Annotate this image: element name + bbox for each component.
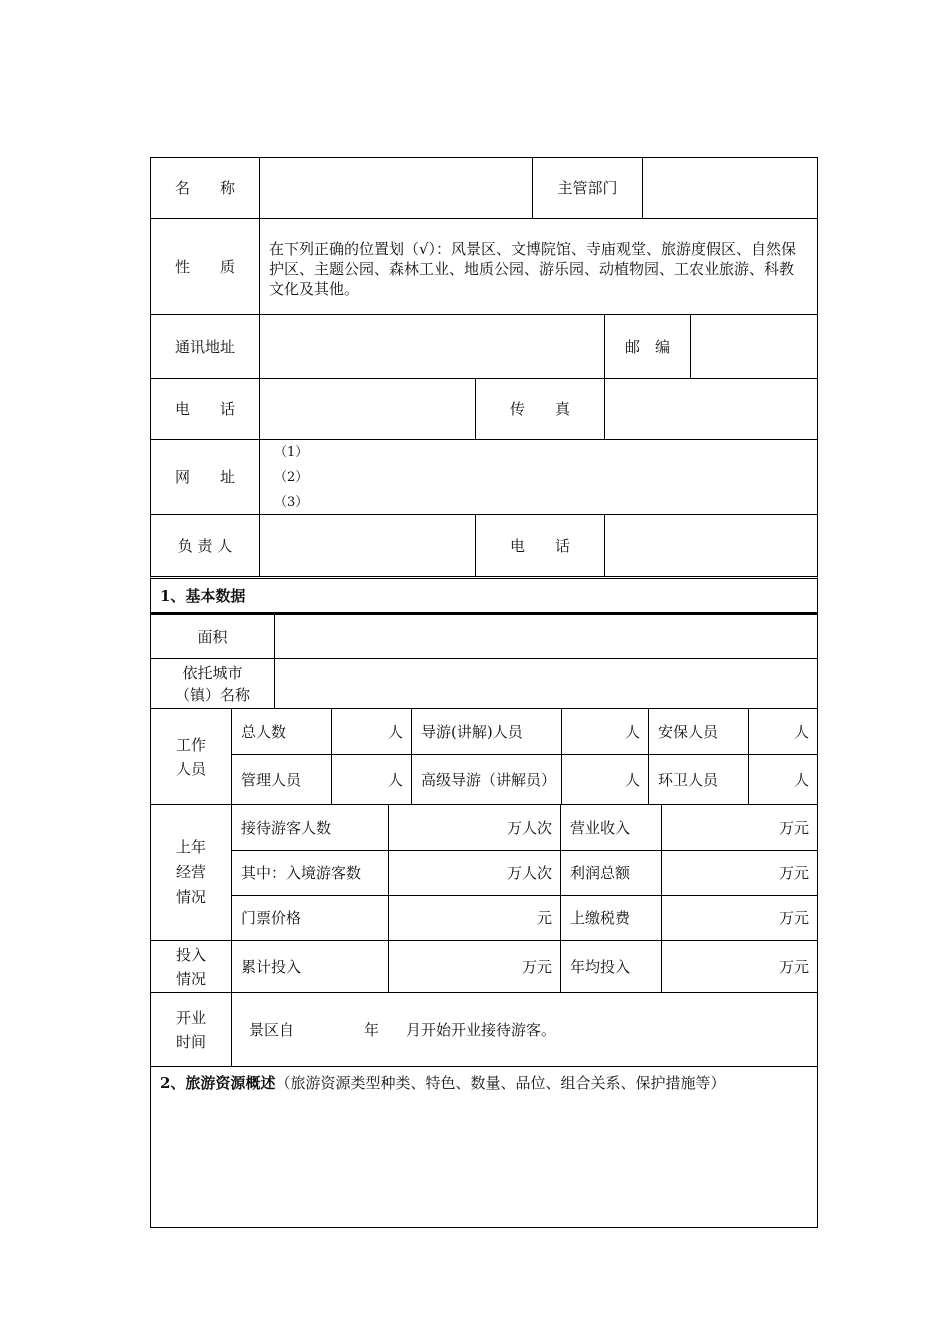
postcode-label: 邮 编 [604,314,690,378]
staff-total-label: 总人数 [231,708,331,754]
website-item-1: （1） [274,444,309,460]
staff-guide-label: 导游(讲解)人员 [411,708,561,754]
website-item-2: （2） [274,469,309,485]
city-label-line-1: 依托城市 [182,663,243,682]
operations-block [150,804,818,940]
fax-label: 传 真 [475,378,604,439]
ops-ticket-field[interactable]: 元 [388,895,560,940]
address-field[interactable] [259,314,604,378]
invest-total-field[interactable]: 万元 [388,940,560,992]
ops-profit-field[interactable]: 万元 [661,850,818,895]
address-label: 通讯地址 [150,314,259,378]
investment-label-line-1: 投入 [175,945,206,964]
name-field[interactable] [259,157,532,218]
section-2-field[interactable] [151,1101,817,1227]
city-label-line-2: （镇）名称 [174,685,250,704]
manager-phone-label: 电 话 [475,514,604,576]
city-label [150,658,274,708]
section-2 [150,1066,818,1228]
nature-label: 性 质 [150,218,259,314]
investment-label [150,940,231,992]
staff-label [150,708,231,804]
staff-label-line-1: 工作 [175,735,206,754]
manager-phone-field[interactable] [604,514,818,576]
staff-mgmt-label: 管理人员 [231,754,331,804]
postcode-field[interactable] [690,314,818,378]
operations-label-line-1: 上年 [175,838,206,856]
staff-label-line-2: 人员 [175,759,206,778]
website-item-3: （3） [274,494,309,510]
ops-inbound-label: 其中：入境游客数 [231,850,388,895]
ops-revenue-field[interactable]: 万元 [661,804,818,850]
invest-total-label: 累计投入 [231,940,388,992]
operations-label-line-2: 经营 [175,863,206,881]
invest-annual-field[interactable]: 万元 [661,940,818,992]
dept-field[interactable] [642,157,818,218]
staff-mgmt-field[interactable]: 人 [331,754,411,804]
website-label: 网 址 [150,439,259,514]
opening-label-line-1: 开业 [175,1008,206,1027]
opening-row [150,992,818,1066]
section-1-title: 1、基本数据 [160,587,246,605]
row-website [150,439,818,514]
operations-label-line-3: 情况 [175,888,206,906]
section-2-heading [160,1073,725,1093]
row-address [150,314,818,378]
registration-form [150,157,818,1228]
ops-visitors-label: 接待游客人数 [231,804,388,850]
row-nature [150,218,818,314]
staff-security-label: 安保人员 [648,708,748,754]
staff-security-field[interactable]: 人 [748,708,818,754]
ops-ticket-label: 门票价格 [231,895,388,940]
opening-label [150,992,231,1066]
ops-profit-label: 利润总额 [560,850,661,895]
row-manager [150,514,818,576]
staff-senior-guide-label: 高级导游（讲解员） [411,754,561,804]
fax-field[interactable] [604,378,818,439]
name-label: 名 称 [150,157,259,218]
area-field[interactable] [274,614,818,658]
city-field[interactable] [274,658,818,708]
row-phone [150,378,818,439]
website-field[interactable] [259,439,818,514]
ops-tax-label: 上缴税费 [560,895,661,940]
invest-annual-label: 年均投入 [560,940,661,992]
ops-revenue-label: 营业收入 [560,804,661,850]
investment-label-line-2: 情况 [175,969,206,988]
opening-text-2: 年 [364,1020,380,1039]
section-1-header [150,576,818,612]
row-name [150,157,818,218]
staff-total-field[interactable]: 人 [331,708,411,754]
staff-senior-guide-field[interactable]: 人 [561,754,648,804]
staff-sanitation-field[interactable]: 人 [748,754,818,804]
row-city [150,658,818,708]
opening-text-1: 景区自 [249,1020,295,1039]
ops-visitors-field[interactable]: 万人次 [388,804,560,850]
opening-field[interactable] [231,992,818,1066]
opening-text-3: 月开始开业接待游客。 [406,1020,557,1039]
section-2-note: （旅游资源类型种类、特色、数量、品位、组合关系、保护措施等） [275,1074,726,1092]
opening-label-line-2: 时间 [175,1032,206,1051]
ops-tax-field[interactable]: 万元 [661,895,818,940]
manager-label: 负 责 人 [150,514,259,576]
nature-field[interactable] [259,218,818,314]
row-area [150,612,818,658]
ops-inbound-field[interactable]: 万人次 [388,850,560,895]
nature-text: 在下列正确的位置划（√）：风景区、文博院馆、寺庙观堂、旅游度假区、自然保护区、主题公园、森林工业、地质公园、游乐园、动植物园、工农业旅游、科教文化及其他。 [269,240,797,298]
area-label: 面积 [150,614,274,658]
staff-guide-field[interactable]: 人 [561,708,648,754]
staff-block [150,708,818,804]
section-2-title: 2、旅游资源概述 [160,1074,276,1092]
phone-field[interactable] [259,378,475,439]
phone-label: 电 话 [150,378,259,439]
manager-field[interactable] [259,514,475,576]
operations-label [150,804,231,940]
staff-sanitation-label: 环卫人员 [648,754,748,804]
dept-label: 主管部门 [532,157,642,218]
investment-row [150,940,818,992]
